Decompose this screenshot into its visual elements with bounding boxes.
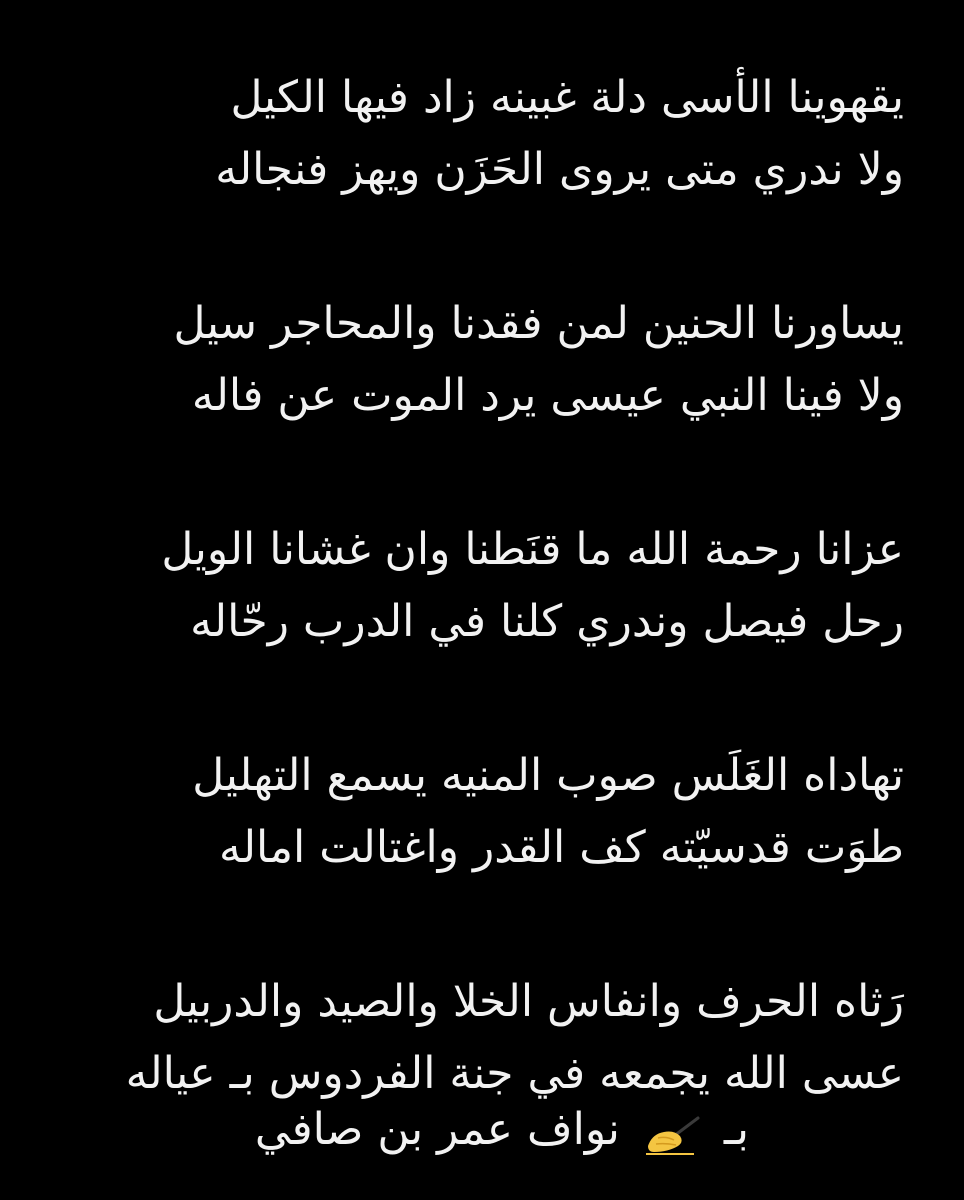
signature-prefix: بـ <box>723 1104 749 1155</box>
stanza-2 <box>40 288 904 432</box>
verse-line: طوَت قدسيّته كف القدر واغتالت اماله <box>219 822 904 873</box>
stanza-3 <box>40 514 904 658</box>
verse-line: عسى الله يجمعه في جنة الفردوس بـ عياله <box>125 1048 904 1099</box>
verse-line: تهاداه الغَلَس صوب المنيه يسمع التهليل <box>192 750 904 801</box>
verse-line: عزانا رحمة الله ما قنَطنا وان غشانا الويل <box>161 524 904 575</box>
verse-line: يقهوينا الأسى دلة غبينه زاد فيها الكيل <box>230 72 904 123</box>
verse-line: يساورنا الحنين لمن فقدنا والمحاجر سيل <box>173 298 904 349</box>
poem <box>40 62 904 1192</box>
verse-line: رَثاه الحرف وانفاس الخلا والصيد والدربيل <box>153 976 904 1027</box>
stanza-1 <box>40 62 904 206</box>
verse-line: ولا فينا النبي عيسى يرد الموت عن فاله <box>191 370 904 421</box>
writing-hand-icon <box>644 1112 700 1152</box>
stanza-4 <box>40 740 904 884</box>
verse-line: رحل فيصل وندري كلنا في الدرب رحّاله <box>190 596 904 647</box>
signature <box>200 1100 749 1160</box>
verse-line: ولا ندري متى يروى الحَزَن ويهز فنجاله <box>215 144 904 195</box>
stanza-5 <box>40 966 904 1110</box>
author-name: نواف عمر بن صافي <box>254 1104 620 1155</box>
